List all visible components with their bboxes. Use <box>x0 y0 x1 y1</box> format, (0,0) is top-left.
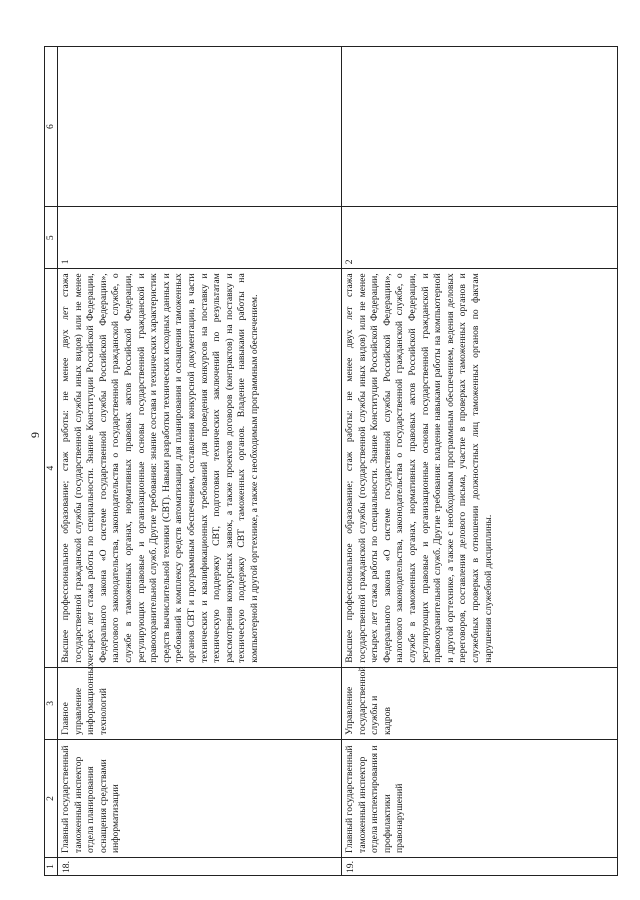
staff-count: 1 <box>58 207 342 269</box>
notes-cell <box>58 47 342 207</box>
staff-count: 2 <box>342 207 618 269</box>
qualification-requirements: Высшее профессиональное образование; стаж работы: не менее двух лет стажа государственной гражданской службы (государственной службы иных видов) или не менее четырех лет стажа работы по специальности. Знание Конституции Российской Федерации, Федерального закона «О системе государственной службы Российской Федерации», налогового законодательства, законодательства о государственной гражданской службе, о службе в таможенных органах, нормативных правовых актов Российской Федерации, регулирующих правовые и организационные основы государственной гражданской и правоохранительной служб. Другие требования: владение навыками работы на компьютерной и другой оргтехнике, а также с необходимым программным обеспечением, ведения деловых переговоров, составления делового письма, участие в проверках таможенных органов и служебных проверках в отношении должностных лиц таможенных органов по фактам нарушения служебной дисциплины. <box>342 269 618 667</box>
department: Управление государственной службы и кадров <box>342 667 618 739</box>
page-number: 9 <box>28 432 42 438</box>
column-number-1: 1 <box>45 857 58 875</box>
column-number-2: 2 <box>45 739 58 857</box>
row-number: 18. <box>58 857 342 875</box>
qualification-requirements: Высшее профессиональное образование; стаж работы: не менее двух лет стажа государственной гражданской службы (государственной службы иных видов) или не менее четырех лет стажа работы по специальности. Знание Конституции Российской Федерации, Федерального закона «О системе государственной службы Российской Федерации», налогового законодательства, законодательства о государственной гражданской службе, о службе в таможенных органах, нормативных правовых актов Российской Федерации, регулирующих правовые и организационные основы государственной гражданской и правоохранительной служб. Другие требования: знание состава и технических характеристик средств вычислительной техники (СВТ). Навыки разработки технических исходных данных и требований к комплексу средств автоматизации для планирования и оснащения таможенных органов СВТ и программным обеспечением, составления конкурсной документации, в части технических и квалификационных требований для проведения конкурсов на поставку и техническую поддержку СВТ, подготовки технических заключений по результатам рассмотрения конкурсных заявок, а также проектов договоров (контрактов) на поставку и техническую поддержку СВТ таможенных органов. Владение навыками работы на компьютерной и другой оргтехнике, а также с необходимым программным обеспечением. <box>58 269 342 667</box>
position-title: Главный государственный таможенный инспектор отдела инспектирования и профилактики правонарушений <box>342 739 618 857</box>
column-number-3: 3 <box>45 667 58 739</box>
table-row <box>342 47 618 876</box>
table-row <box>58 47 342 876</box>
column-number-5: 5 <box>45 207 58 269</box>
department: Главное управление информационных технологий <box>58 667 342 739</box>
positions-table <box>44 46 618 876</box>
position-title: Главный государственный таможенный инспектор отдела планирования оснащения средствами информатизации <box>58 739 342 857</box>
row-number: 19. <box>342 857 618 875</box>
column-number-4: 4 <box>45 269 58 667</box>
rotated-table-container <box>44 46 622 876</box>
notes-cell <box>342 47 618 207</box>
header-row <box>45 47 58 876</box>
column-number-6: 6 <box>45 47 58 207</box>
